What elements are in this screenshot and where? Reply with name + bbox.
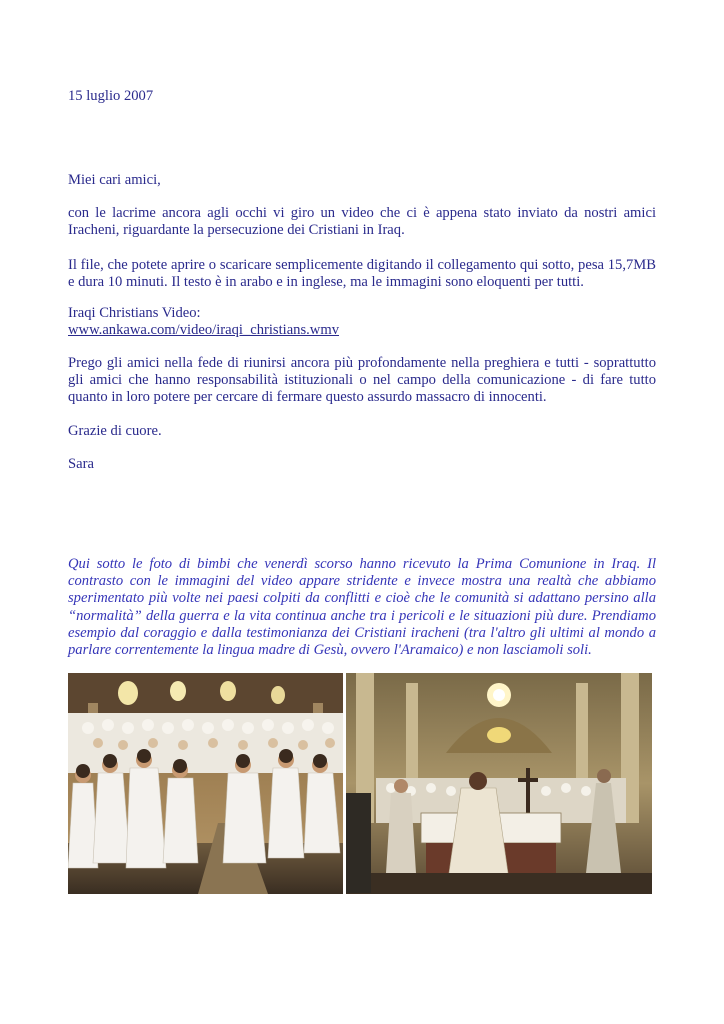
letter-thanks: Grazie di cuore. (68, 423, 162, 439)
letter-greeting: Miei cari amici, (68, 172, 161, 188)
video-link[interactable]: www.ankawa.com/video/iraqi_christians.wmv (68, 322, 339, 338)
letter-paragraph-1: con le lacrime ancora agli occhi vi giro un video che ci è appena stato inviato da nostri amici Iracheni, riguardante la persecuzione dei Cristiani in Iraq. (68, 205, 656, 239)
video-label: Iraqi Christians Video: (68, 305, 201, 321)
letter-paragraph-2: Il file, che potete aprire o scaricare semplicemente digitando il collegamento qui sotto, pesa 15,7MB e dura 10 minuti. Il testo è in arabo e in inglese, ma le immagini sono eloquenti per tutti. (68, 257, 656, 291)
letter-date: 15 luglio 2007 (68, 88, 154, 104)
letter-paragraph-3: Prego gli amici nella fede di riunirsi ancora più profondamente nella preghiera e tutti - soprattutto gli amici che hanno responsabilità istituzionali o nel campo della comunicazione - di fare tutto quanto in loro potere per cercare di fermare questo assurdo massacro di innocenti. (68, 355, 656, 406)
church-mass-photo (346, 673, 652, 894)
photo-caption: Qui sotto le foto di bimbi che venerdì scorso hanno ricevuto la Prima Comunione in Iraq. Il contrasto con le immagini del video appare stridente e invece mostra una realtà che abbiamo sperimentato più volte nei paesi colpiti da conflitti e cioè che le comunità si adattano persino alla “normalità” della guerra e la vita continua anche tra i pericoli e le situazioni più dure. Prendiamo esempio dal coraggio e dalla testimonianza dei Cristiani iracheni (tra l'altro gli ultimi al mondo a parlare correntemente la lingua madre di Gesù, ovvero l'Aramaico) e non lasciamoli soli. (68, 556, 656, 659)
letter-signature: Sara (68, 456, 94, 472)
first-communion-children-photo (68, 673, 343, 894)
